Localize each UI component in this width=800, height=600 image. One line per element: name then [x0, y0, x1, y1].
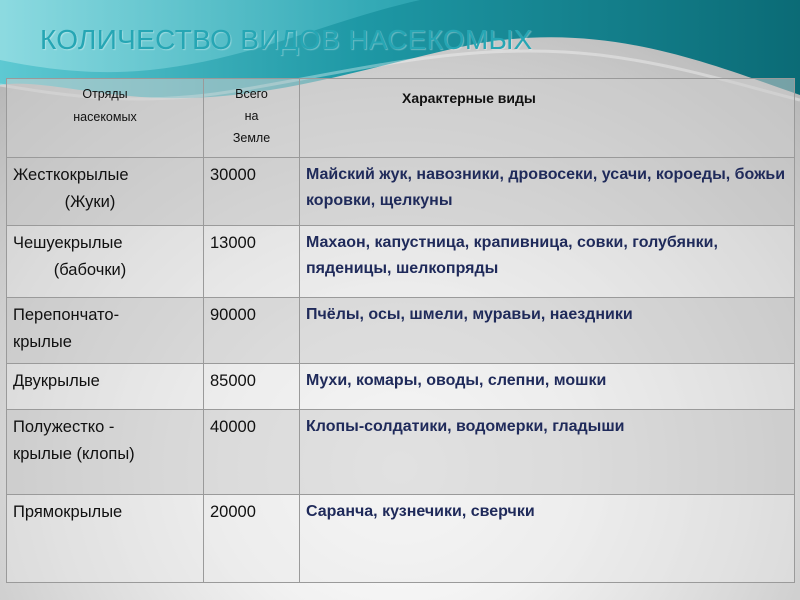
order-name: Перепончато-	[13, 306, 120, 324]
total-cell: 13000	[204, 226, 300, 298]
total-cell: 30000	[204, 158, 300, 226]
table-row	[7, 298, 795, 364]
header-species: Характерные виды	[300, 79, 795, 158]
order-name: Чешуекрылые	[13, 234, 123, 252]
order-cell	[7, 410, 204, 495]
table-row	[7, 158, 795, 226]
order-name-sub: крылые (клопы)	[13, 445, 135, 463]
total-cell: 90000	[204, 298, 300, 364]
order-cell	[7, 364, 204, 410]
order-name-sub: крылые	[13, 333, 72, 351]
order-name: Двукрылые	[13, 372, 100, 390]
species-cell: Майский жук, навозники, дровосеки, усачи, короеды, божьи коровки, щелкуны	[300, 158, 795, 226]
table-row	[7, 364, 795, 410]
table-row	[7, 226, 795, 298]
species-cell: Клопы-солдатики, водомерки, гладыши	[300, 410, 795, 495]
page-title: КОЛИЧЕСТВО ВИДОВ НАСЕКОМЫХ	[40, 24, 533, 55]
species-cell: Пчёлы, осы, шмели, муравьи, наездники	[300, 298, 795, 364]
table-row	[7, 410, 795, 495]
header-order-line-2: насекомых	[73, 110, 137, 124]
order-name: Прямокрылые	[13, 503, 123, 521]
total-cell: 40000	[204, 410, 300, 495]
header-order	[7, 79, 204, 158]
table-row	[7, 495, 795, 583]
total-cell: 20000	[204, 495, 300, 583]
total-cell: 85000	[204, 364, 300, 410]
order-name: Жесткокрылые	[13, 166, 129, 184]
insect-species-table	[6, 78, 795, 583]
order-name-sub: (бабочки)	[53, 261, 127, 279]
order-cell	[7, 298, 204, 364]
order-cell	[7, 495, 204, 583]
order-cell	[7, 226, 204, 298]
header-total-line-2: на	[244, 109, 259, 123]
species-cell: Махаон, капустница, крапивница, совки, голубянки, пяденицы, шелкопряды	[300, 226, 795, 298]
header-total-line-1: Всего	[235, 87, 268, 101]
order-cell	[7, 158, 204, 226]
header-total	[204, 79, 300, 158]
order-name-sub: (Жуки)	[64, 193, 116, 211]
header-total-line-3: Земле	[232, 131, 271, 145]
species-cell: Саранча, кузнечики, сверчки	[300, 495, 795, 583]
table-header-row	[7, 79, 795, 158]
order-name: Полужестко -	[13, 418, 115, 436]
species-cell: Мухи, комары, оводы, слепни, мошки	[300, 364, 795, 410]
header-order-line-1: Отряды	[82, 87, 128, 101]
